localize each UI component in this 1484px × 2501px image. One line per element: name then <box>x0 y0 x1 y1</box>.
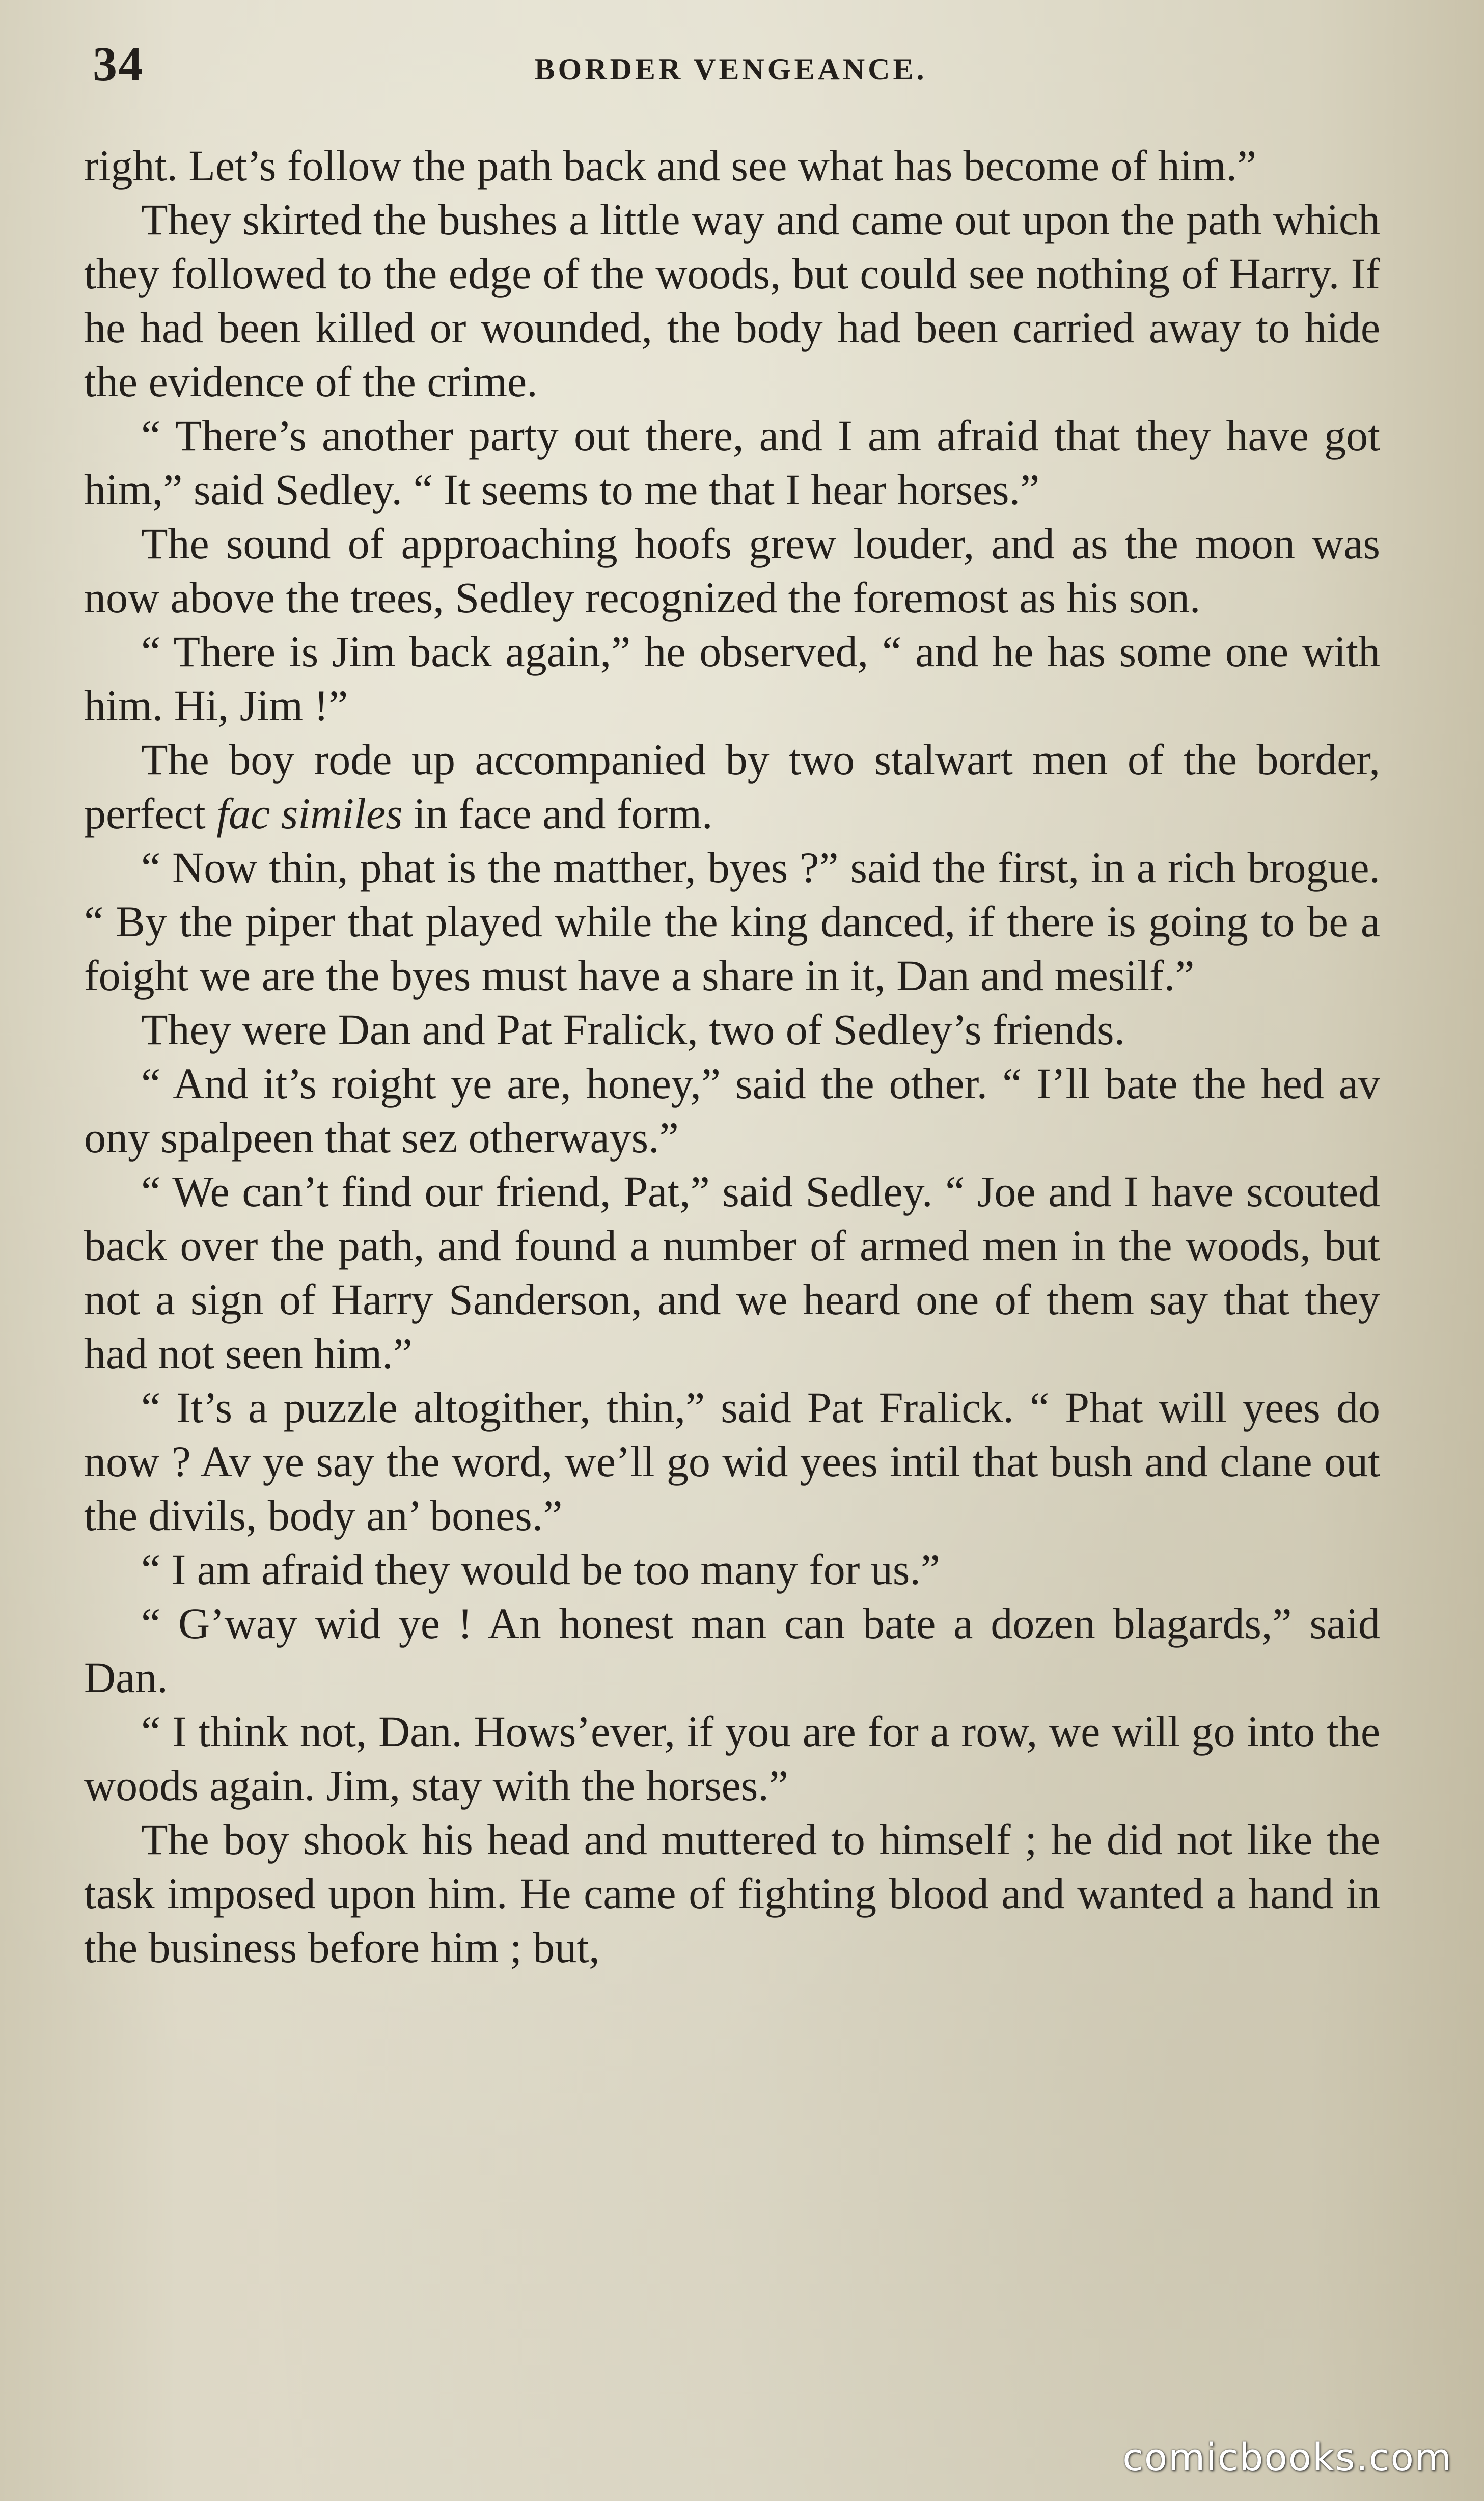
paragraph: The boy rode up accompanied by two stalwart men of the border, perfect fac similes in face and form. <box>84 735 1380 838</box>
page-header <box>87 31 1375 102</box>
body-text <box>84 139 1380 1974</box>
paragraph: “ I think not, Dan. Hows’ever, if you are for a row, we will go into the woods again. Jim, stay with the horses.” <box>84 1707 1380 1810</box>
running-head: BORDER VENGEANCE. <box>534 52 927 86</box>
paragraph: “ There is Jim back again,” he observed, “ and he has some one with him. Hi, Jim !” <box>84 627 1380 730</box>
paragraph: “ It’s a puzzle altogither, thin,” said Pat Fralick. “ Phat will yees do now ? Av ye say the word, we’ll go wid yees intil that bush and clane out the divils, body an’ bones.” <box>84 1383 1380 1540</box>
site-watermark: comicbooks.com <box>1122 2436 1452 2480</box>
paragraph: They were Dan and Pat Fralick, two of Sedley’s friends. <box>141 1005 1125 1054</box>
paragraph: “ And it’s roight ye are, honey,” said the other. “ I’ll bate the hed av ony spalpeen that sez otherways.” <box>84 1059 1380 1162</box>
paragraph: The sound of approaching hoofs grew louder, and as the moon was now above the trees, Sedley recognized the foremost as his son. <box>84 519 1380 622</box>
paragraph: The boy shook his head and muttered to himself ; he did not like the task imposed upon him. He came of fighting blood and wanted a hand in the business before him ; but, <box>84 1815 1380 1972</box>
page-number: 34 <box>93 37 144 91</box>
paragraph: “ Now thin, phat is the matther, byes ?” said the first, in a rich brogue. “ By the piper that played while the king danced, if there is going to be a foight we are the byes must have a share in it, Dan and mesilf.” <box>84 843 1380 1000</box>
italic-phrase: fac similes <box>216 789 403 838</box>
paragraph: right. Let’s follow the path back and see what has become of him.” <box>84 141 1257 190</box>
paragraph: “ I am afraid they would be too many for us.” <box>141 1545 940 1594</box>
paragraph: “ We can’t find our friend, Pat,” said Sedley. “ Joe and I have scouted back over the path, and found a number of armed men in the woods, but not a sign of Harry Sanderson, and we heard one of them say that they had not seen him.” <box>84 1167 1380 1378</box>
paragraph: “ There’s another party out there, and I am afraid that they have got him,” said Sedley. “ It seems to me that I hear horses.” <box>84 411 1380 514</box>
paragraph: They skirted the bushes a little way and came out upon the path which they followed to the edge of the woods, but could see nothing of Harry. If he had been killed or wounded, the body had been carried away to hide the evidence of the crime. <box>84 195 1380 406</box>
paragraph: “ G’way wid ye ! An honest man can bate a dozen blagards,” said Dan. <box>84 1599 1380 1702</box>
